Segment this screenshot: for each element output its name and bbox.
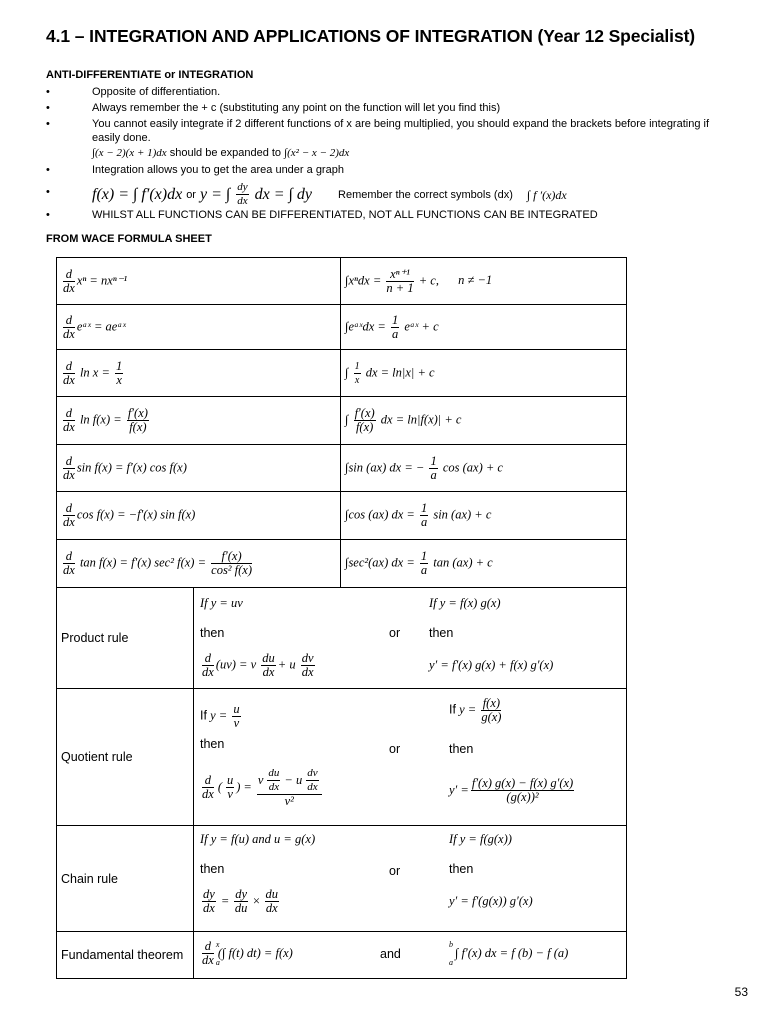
formula-row-sin: [57, 445, 627, 492]
derivative-tan: $\frac{d}{dx}$ tan f(x) = f′(x) sec² f(x) = $\frac{f'(x)}{\text{cos² f(x)}}$: [57, 540, 341, 588]
integral-sin: ∫sin (ax) dx = − $\frac{1}{a}$ cos (ax) + c: [341, 445, 627, 492]
page-number: 53: [734, 985, 748, 999]
product-rule-row: [57, 588, 627, 689]
fundamental-theorem-label: Fundamental theorem: [57, 932, 194, 979]
chain-then-1: then: [200, 862, 225, 876]
quotient-or: or: [389, 742, 401, 756]
quotient-then-2: then: [449, 742, 474, 756]
chain-result-fg: y′ = f′(g(x)) g′(x): [449, 894, 533, 908]
chain-or: or: [389, 864, 401, 878]
derivative-ln-f: $\frac{d}{dx}$ ln f(x) = $\frac{f'(x)}{f(x)}$: [57, 397, 341, 445]
integral-exp: ∫eᵃˣdx = $\frac{1}{a}$ eᵃˣ + c: [341, 305, 627, 350]
chain-rule-label: Chain rule: [57, 826, 194, 932]
chain-result-leibniz: $\frac{dy}{dx}$ = $\frac{dy}{du}$ × $\frac{du}{dx}$: [203, 887, 278, 915]
quotient-if-u-over-v: If y = $\frac{u}{v}$: [200, 702, 240, 730]
quotient-rule-label: Quotient rule: [57, 689, 194, 826]
product-then-1: then: [200, 626, 225, 640]
formula-row-tan: [57, 540, 627, 588]
product-rule-label: Product rule: [57, 588, 194, 689]
chain-then-2: then: [449, 862, 474, 876]
bullet-symbols: • f(x) = ∫ f′(x)dx or y = ∫ $\frac{dy}{dx}$ dx = ∫ dy Remember the correct symbols (dx) ∫ f ′(x)dx: [46, 181, 567, 207]
section-heading-integration: ANTI-DIFFERENTIATE or INTEGRATION: [46, 69, 254, 81]
integral-sec-squared: ∫sec²(ax) dx = $\frac{1}{a}$ tan (ax) + c: [341, 540, 627, 588]
derivative-ln: $\frac{d}{dx}$ ln x = $\frac{1}{x}$: [57, 350, 341, 397]
product-then-2: then: [429, 626, 454, 640]
quotient-result-fg: y′ = $\frac{f'(x) g(x) - f(x) g'(x)}{\text{(g(x))²}}$: [449, 776, 574, 804]
formula-row-lnf: [57, 397, 627, 445]
product-if-fg: If y = f(x) g(x): [429, 596, 501, 610]
quotient-if-f-over-g: If y = $\frac{f(x)}{g(x)}$: [449, 696, 502, 724]
formula-row-exp: [57, 305, 627, 350]
quotient-rule-row: [57, 689, 627, 826]
derivative-power: $\frac{d}{dx}$ xⁿ = nxⁿ⁻¹: [57, 258, 341, 305]
page-title: 4.1 – INTEGRATION AND APPLICATIONS OF INTEGRATION (Year 12 Specialist): [46, 26, 696, 46]
integral-reciprocal: ∫ $\frac{1}{x}$ dx = ln|x| + c: [341, 350, 627, 397]
chain-rule-row: [57, 826, 627, 932]
integral-power: ∫xⁿdx = $\frac{\text{xⁿ⁺¹}}{n + 1}$ + c, n ≠ −1: [341, 258, 627, 305]
formula-table: [56, 257, 627, 979]
formula-row-power: [57, 258, 627, 305]
derivative-exp: $\frac{d}{dx}$ eᵃˣ = aeᵃˣ: [57, 305, 341, 350]
quotient-result-uv: $\frac{d}{dx}$ ( $\frac{u}{v}$ ) = v $\frac{du}{dx}$ − u $\frac{dv}{dx}$ v²: [200, 767, 324, 808]
bullet-expand: • You cannot easily integrate if 2 different functions of x are being multiplied, you should expand the brackets before integrating if easily done.: [46, 118, 710, 144]
chain-if-fg: If y = f(g(x)): [449, 832, 512, 846]
product-result-fg: y′ = f′(x) g(x) + f(x) g′(x): [429, 658, 554, 672]
chain-if-fu: If y = f(u) and u = g(x): [200, 832, 316, 846]
product-result-uv: $\frac{d}{dx}$ (uv) = v $\frac{du}{dx}$ + u $\frac{dv}{dx}$: [202, 651, 314, 679]
integral-cos: ∫cos (ax) dx = $\frac{1}{a}$ sin (ax) + c: [341, 492, 627, 540]
product-or: or: [389, 626, 401, 640]
product-if-uv: If y = uv: [200, 596, 243, 610]
integral-f-prime-over-f: ∫ $\frac{f'(x)}{f(x)}$ dx = ln|f(x)| + c: [341, 397, 627, 445]
fundamental-theorem-row: [57, 932, 627, 979]
derivative-sin: $\frac{d}{dx}$ sin f(x) = f′(x) cos f(x): [57, 445, 341, 492]
derivative-cos: $\frac{d}{dx}$ cos f(x) = −f′(x) sin f(x): [57, 492, 341, 540]
quotient-then-1: then: [200, 737, 225, 751]
section-heading-wace: FROM WACE FORMULA SHEET: [46, 233, 212, 245]
fundamental-and: and: [380, 947, 401, 961]
fundamental-part-2: b a ∫ f′(x) dx = f (b) − f (a): [449, 940, 569, 967]
formula-row-ln: [57, 350, 627, 397]
formula-row-cos: [57, 492, 627, 540]
fundamental-part-1: $\frac{d}{dx}$ x a (∫ f(t) dt) = f(x): [202, 939, 293, 967]
